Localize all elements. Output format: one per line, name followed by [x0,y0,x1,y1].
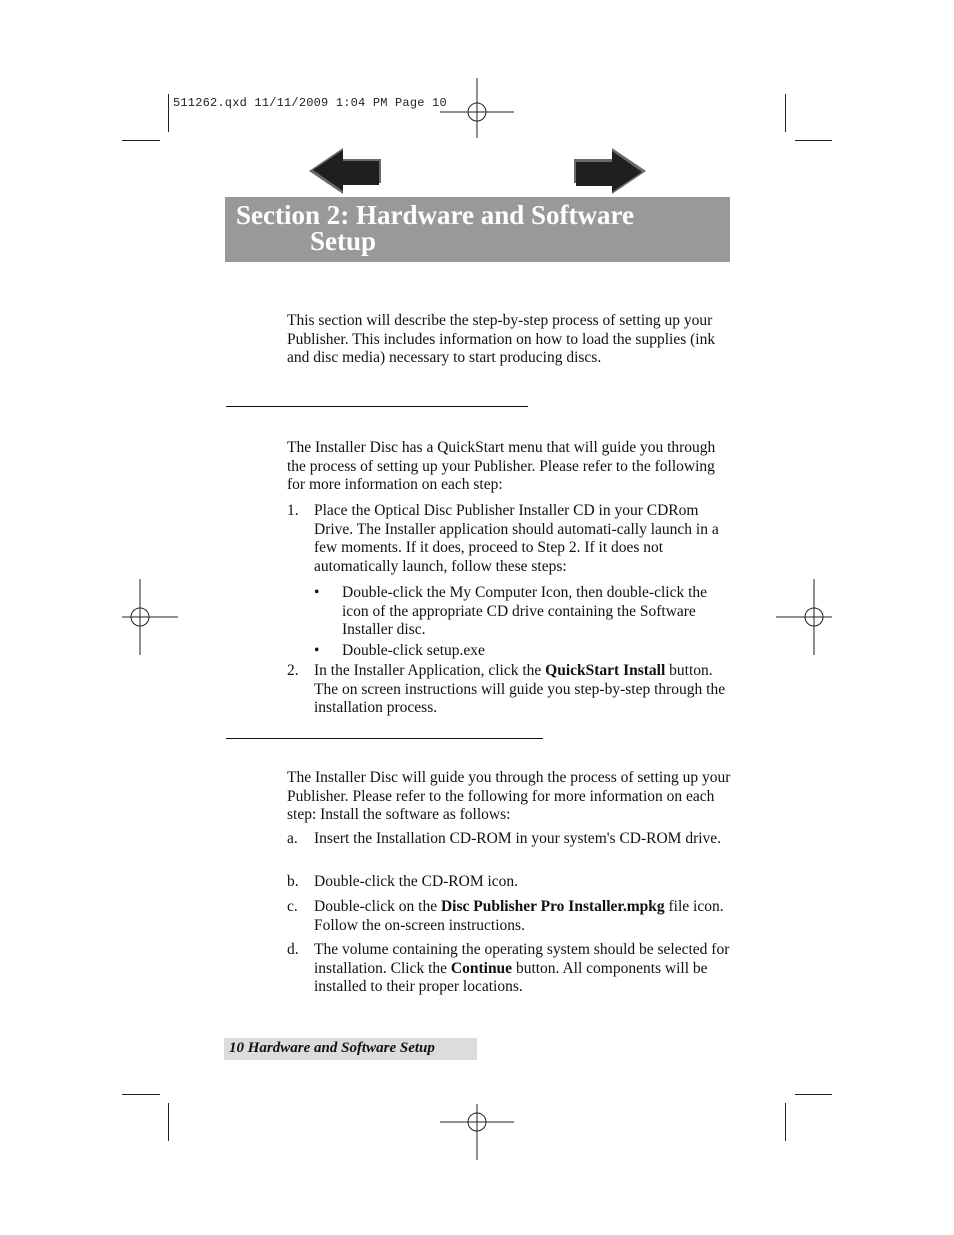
footer-page-label: 10 Hardware and Software Setup [229,1040,435,1056]
step-text-part: In the Installer Application, click the [314,662,546,679]
intro-paragraph: This section will describe the step-by-step process of setting up your Publisher. This includes information on how to load the supplies (ink and disc media) necessary to start producing discs. [287,312,716,366]
file-slug: 511262.qxd 11/11/2009 1:04 PM Page 10 [173,96,447,110]
substep-text: Double-click setup.exe [342,642,485,659]
bullet-icon: • [314,642,320,659]
step-marker: 1. [287,502,299,519]
crop-mark [785,1103,786,1141]
step-text: Double-click the CD-ROM icon. [314,873,519,890]
step-text-part: button. All components will be installed to their proper locations. [314,959,708,995]
step-marker: a. [287,830,298,847]
section-title-line1: Section 2: Hardware and Software [236,200,634,230]
step-marker: c. [287,898,298,915]
install-step [287,502,732,576]
mac-install-step [287,830,732,849]
step-text-part: file icon. Follow the on-screen instructions. [314,898,724,934]
section-divider [226,738,543,739]
step-marker: 2. [287,662,299,679]
step-marker: b. [287,873,299,890]
continue-button-label: Continue [450,959,513,977]
mac-install-step [287,898,732,935]
crop-mark [168,1103,169,1141]
install-substep [314,642,734,661]
previous-page-arrow-icon[interactable] [307,146,383,196]
mac-install-step [287,941,732,997]
quickstart-install-label: QuickStart Install [545,662,666,679]
crop-mark [168,94,169,132]
install-substep [314,584,734,640]
step-text-part: Double-click on the [314,898,441,915]
registration-mark-icon [440,1084,516,1160]
mac-install-step [287,873,732,892]
registration-mark-icon [102,579,178,655]
step-marker: d. [287,941,299,958]
section-divider [226,406,528,407]
registration-mark-icon [440,78,516,154]
registration-mark-icon [776,579,852,655]
crop-mark [795,1094,832,1095]
step-text [314,941,732,997]
step-text-part: The volume containing the operating system should be selected for installation. Click the [314,941,730,977]
crop-mark [122,140,160,141]
install-step [287,662,732,718]
substep-text: Double-click the My Computer Icon, then double-click the icon of the appropriate CD drive containing the Software Installer disc. [342,584,708,638]
step-text-part: button. The on screen instructions will guide you step-by-step through the installation process. [314,662,726,716]
bullet-icon: • [314,584,320,601]
section-title [236,202,634,254]
step-text [314,898,732,935]
section-title-banner [225,197,730,262]
crop-mark [795,140,832,141]
step-text [314,662,732,718]
next-page-arrow-icon[interactable] [572,146,648,196]
step-text: Insert the Installation CD-ROM in your system's CD-ROM drive. [314,830,722,847]
crop-mark [122,1094,160,1095]
section-title-line2: Setup [310,226,377,256]
pc-install-intro: The Installer Disc has a QuickStart menu that will guide you through the process of setting up your Publisher. Please refer to the following for more information on each step: [287,439,716,493]
step-text: Place the Optical Disc Publisher Installer CD in your CDRom Drive. The Installer application should automati-cally launch in a few moments. If it does, proceed to Step 2. If it does not automatically launch, follow these steps: [314,502,719,575]
page-footer [224,1038,477,1060]
mac-install-intro: The Installer Disc will guide you through the process of setting up your Publisher. Please refer to the following for more information on each step: Install the software as follows: [287,769,731,823]
installer-package-name: Disc Publisher Pro Installer.mpkg [440,898,665,915]
crop-mark [785,94,786,132]
